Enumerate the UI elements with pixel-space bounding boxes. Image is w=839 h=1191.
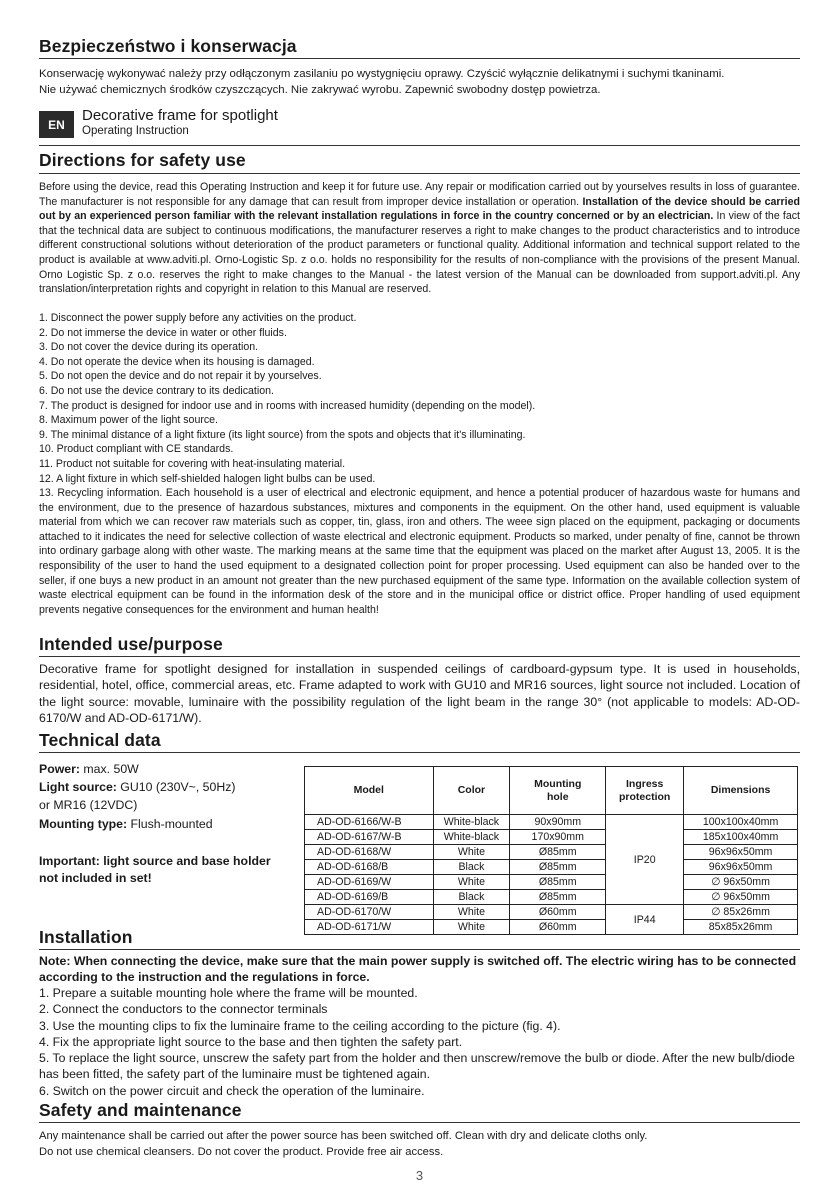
list-item: 6. Switch on the power circuit and check the operation of the luminaire. (39, 1083, 425, 1098)
model-cell: AD-OD-6171/W (305, 920, 434, 935)
table-row (305, 920, 798, 935)
safety-items-list (39, 311, 800, 486)
mounting-label: Mounting type: (39, 817, 128, 831)
installation-title: Installation (39, 927, 133, 947)
list-item: 3. Use the mounting clips to fix the luminaire frame to the ceiling according to the picture (fig. 4). (39, 1018, 561, 1033)
list-item: 5. To replace the light source, unscrew the safety part from the holder and then unscrew/remove the bulb or diode. After the new bulb/diode has been fitted, the safety part of the luminaire must be tightened again. (39, 1051, 795, 1082)
list-item: 12. A light fixture in which self-shielded halogen light bulbs can be used. (39, 472, 376, 485)
safety-directions-title: Directions for safety use (39, 150, 246, 170)
color-cell: White (433, 920, 510, 935)
section-rule (39, 58, 800, 59)
installation-note: Note: When connecting the device, make sure that the main power supply is switched off. The electric wiring has to be connected according to the instruction and the regulations in force. (39, 954, 797, 985)
list-item: 7. The product is designed for indoor use and in rooms with increased humidity (depending on the model). (39, 399, 536, 412)
section-rule (39, 1122, 800, 1123)
table-row (305, 890, 798, 905)
dimensions-cell: 185x100x40mm (684, 830, 798, 845)
color-cell: Black (433, 860, 510, 875)
hole-cell: Ø60mm (510, 920, 606, 935)
color-cell: White (433, 845, 510, 860)
dimensions-cell: ∅ 85x26mm (684, 905, 798, 920)
important-note-1: Important: light source and base holder (39, 854, 271, 868)
technical-data-table (304, 766, 798, 935)
table-row (305, 875, 798, 890)
color-cell: White (433, 905, 510, 920)
model-cell: AD-OD-6166/W-B (305, 815, 434, 830)
safety-intro-part1: Before using the device, read this Operating Instruction and keep it for future use. Any repair or modification carried out by yourselves results in loss of guarantee. The manufacturer is not responsible for any damage that can result from improper device installation or operation. (39, 181, 800, 208)
ip-cell: IP20 (606, 815, 684, 905)
dimensions-cell: ∅ 96x50mm (684, 890, 798, 905)
light-source-spec (39, 779, 299, 795)
model-cell: AD-OD-6168/W (305, 845, 434, 860)
intended-use-title: Intended use/purpose (39, 634, 223, 654)
color-cell: White-black (433, 830, 510, 845)
light-source-label: Light source: (39, 780, 117, 794)
light-source-value-2: or MR16 (12VDC) (39, 798, 138, 812)
list-item: 8. Maximum power of the light source. (39, 414, 218, 427)
column-header: Color (433, 767, 510, 815)
list-item: 1. Disconnect the power supply before any activities on the product. (39, 312, 357, 324)
hole-cell: 170x90mm (510, 830, 606, 845)
pl-section-title: Bezpieczeństwo i konserwacja (39, 36, 297, 56)
list-item: 11. Product not suitable for covering with heat-insulating material. (39, 457, 346, 470)
list-item: 2. Connect the conductors to the connector terminals (39, 1002, 328, 1017)
pl-line-2: Nie używać chemicznych środków czyszczących. Nie zakrywać wyrobu. Zapewnić swobodny dostęp powietrza. (39, 84, 601, 96)
list-item: 4. Do not operate the device when its housing is damaged. (39, 355, 315, 368)
section-rule (39, 752, 800, 753)
list-item: 4. Fix the appropriate light source to the base and then tighten the safety part. (39, 1034, 463, 1049)
recycling-item: 13. Recycling information. Each household is a user of electrical and electronic equipment, and hence a potential producer of hazardous waste for humans and the environment, due to the presence of hazardous substances, mixtures and components in the equipment. On the other hand, used equipment is valuable material from which we can recover raw materials such as copper, tin, glass, iron and others. The weee sign placed on the equipment, packaging or documents attached to it indicates the need for selective collection of waste electrical and electronic equipment. Products so marked, under penalty of fine, cannot be thrown into ordinary garbage along with other waste. The marking means at the same time that the equipment was placed on the market after August 13, 2005. It is the responsibility of the user to hand the used equipment to a designated collection point for proper processing. Used equipment can also be handed over to the seller, if one buys a new product in an amount not greater than the new purchased equipment of the same type. Information on the available collection system of waste electrical equipment can be found in the information desk of the store and in the municipal office or district office. Proper handling of used equipment prevents negative consequences for the environment and human health! (39, 487, 800, 616)
section-rule (39, 145, 800, 146)
installation-steps (39, 985, 800, 1099)
light-source-value: GU10 (230V~, 50Hz) (116, 780, 236, 794)
language-badge: EN (39, 111, 74, 138)
hole-cell: Ø85mm (510, 860, 606, 875)
model-cell: AD-OD-6170/W (305, 905, 434, 920)
model-cell: AD-OD-6169/B (305, 890, 434, 905)
color-cell: White (433, 875, 510, 890)
dimensions-cell: 100x100x40mm (684, 815, 798, 830)
table-header-row (305, 767, 798, 815)
safety-intro-bold: Installation of the device should be carried out by an experienced person familiar with the relevant installation regulations in force in the country concerned or by an electrician. (39, 195, 800, 223)
color-cell: Black (433, 890, 510, 905)
dimensions-cell: 96x96x50mm (684, 845, 798, 860)
list-item: 3. Do not cover the device during its operation. (39, 341, 259, 354)
hole-cell: Ø85mm (510, 890, 606, 905)
safety-maintenance-title: Safety and maintenance (39, 1100, 242, 1120)
dimensions-cell: ∅ 96x50mm (684, 875, 798, 890)
hole-cell: Ø85mm (510, 845, 606, 860)
important-note-2: not included in set! (39, 871, 152, 885)
column-header: Model (305, 767, 434, 815)
column-header: Ingress protection (606, 767, 684, 815)
color-cell: White-black (433, 815, 510, 830)
power-spec (39, 761, 299, 777)
list-item: 9. The minimal distance of a light fixture (its light source) from the spots and objects that it's illuminating. (39, 428, 526, 441)
safety-intro (39, 180, 800, 297)
maintenance-line-2: Do not use chemical cleansers. Do not cover the product. Provide free air access. (39, 1146, 444, 1158)
model-cell: AD-OD-6169/W (305, 875, 434, 890)
table-row (305, 845, 798, 860)
hole-cell: Ø85mm (510, 875, 606, 890)
hole-cell: 90x90mm (510, 815, 606, 830)
page-number: 3 (415, 1168, 424, 1183)
model-cell: AD-OD-6168/B (305, 860, 434, 875)
model-cell: AD-OD-6167/W-B (305, 830, 434, 845)
safety-intro-part2: In view of the fact that the technical data are subject to continuous modifications, the manufacturer reserves a right to make changes to the product characteristics and to introduce different constructional solutions without deterioration of the product parameters or functional quality. Additional information and technical support related to the product is available at www.adviti.pl. Orno-Logistic Sp. z o.o. holds no responsibility for the results of non-compliance with the provisions of the present Manual. Orno Logistic Sp. z o.o. reserves the right to make changes to the Manual - the latest version of the Manual can be downloaded from support.adviti.pl. Any translation/interpretation rights and copyright in relation to this Manual are reserved. (39, 210, 800, 296)
power-value: max. 50W (80, 762, 139, 776)
table-row (305, 830, 798, 845)
power-label: Power: (39, 762, 80, 776)
dimensions-cell: 85x85x26mm (684, 920, 798, 935)
list-item: 5. Do not open the device and do not repair it by yourselves. (39, 370, 322, 383)
list-item: 10. Product compliant with CE standards. (39, 443, 234, 456)
column-header: Mounting hole (510, 767, 606, 815)
section-rule (39, 949, 800, 950)
list-item: 1. Prepare a suitable mounting hole where the frame will be mounted. (39, 986, 418, 1000)
hole-cell: Ø60mm (510, 905, 606, 920)
column-header: Dimensions (684, 767, 798, 815)
mounting-spec (39, 816, 299, 832)
table-row (305, 860, 798, 875)
table-row (305, 905, 798, 920)
ip-cell: IP44 (606, 905, 684, 935)
pl-line-1: Konserwację wykonywać należy przy odłączonym zasilaniu po wystygnięciu oprawy. Czyścić wyłącznie delikatnymi i suchymi tkaninami. (39, 68, 725, 80)
section-rule (39, 656, 800, 657)
list-item: 2. Do not immerse the device in water or other fluids. (39, 326, 287, 339)
list-item: 6. Do not use the device contrary to its dedication. (39, 384, 274, 397)
maintenance-line-1: Any maintenance shall be carried out after the power source has been switched off. Clean with dry and delicate cloths only. (39, 1130, 648, 1142)
product-title: Decorative frame for spotlight (82, 107, 278, 124)
intended-use-text: Decorative frame for spotlight designed for installation in suspended ceilings of cardboard-gypsum type. It is used in households, residential, hotel, office, commercial areas, etc. Frame adapted to work with GU10 and MR16 sources, light source not included. Location of the light source: movable, luminaire with the possibility regulation of the light beam in the range 30° (not applicable to models: AD-OD-6170/W and AD-OD-6171/W). (39, 662, 800, 725)
product-subtitle: Operating Instruction (82, 125, 189, 137)
table-row (305, 815, 798, 830)
dimensions-cell: 96x96x50mm (684, 860, 798, 875)
technical-data-title: Technical data (39, 730, 161, 750)
section-rule (39, 173, 800, 174)
mounting-value: Flush-mounted (127, 817, 213, 831)
